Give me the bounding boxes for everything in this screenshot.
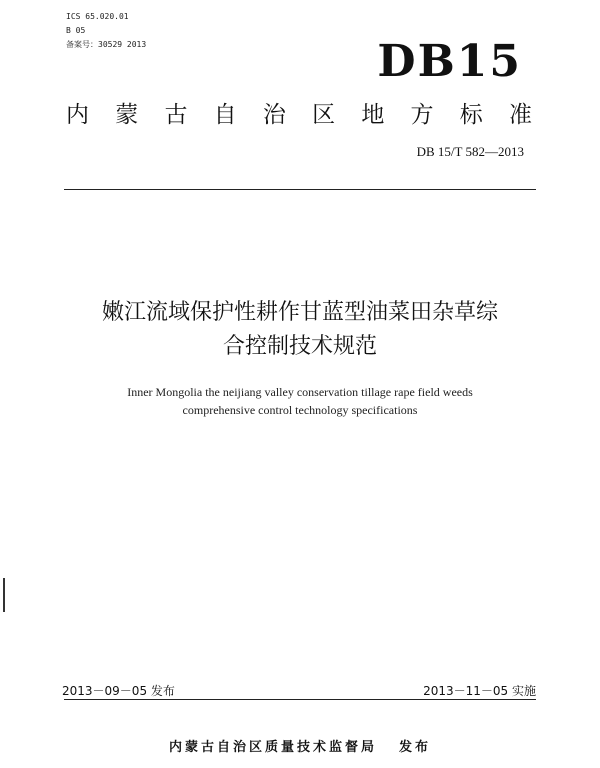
standard-type-char: 古 [164, 102, 188, 128]
standard-type-char: 内 [66, 102, 89, 128]
standard-type-char: 地 [361, 102, 385, 128]
issuer-name: 内蒙古自治区质量技术监督局 [168, 740, 377, 755]
standard-type-char: 区 [312, 102, 336, 128]
scan-edge-mark [3, 578, 5, 612]
ics-code: ICS 65.020.01 [66, 12, 129, 21]
standard-number: DB 15/T 582—2013 [416, 144, 524, 159]
issuer-line [100, 736, 500, 755]
standard-type-char: 标 [459, 102, 483, 128]
title-en-line-2: comprehensive control technology specifications [182, 403, 418, 417]
title-en-line-1: Inner Mongolia the neijiang valley conservation tillage rape field weeds [127, 385, 473, 399]
standard-type-title [66, 96, 532, 129]
issue-word: 发布 [399, 740, 432, 755]
standard-type-char: 方 [410, 102, 434, 128]
title-cn-line-1: 嫩江流域保护性耕作甘蓝型油菜田杂草综 [101, 300, 498, 325]
document-title-chinese [40, 296, 560, 364]
standard-type-char: 蒙 [115, 102, 139, 128]
implement-date: 2013－11－05 实施 [423, 684, 536, 698]
title-cn-line-2: 合控制技术规范 [222, 334, 377, 359]
classification-code: B 05 [66, 26, 86, 35]
publish-date: 2013－09－05 发布 [62, 684, 175, 698]
standard-type-char: 治 [262, 102, 286, 128]
standard-type-char: 自 [213, 102, 237, 128]
footer-divider [64, 699, 536, 700]
db-code-logo: DB15 [377, 36, 522, 87]
header-divider [64, 189, 536, 190]
header-meta [66, 10, 146, 52]
document-title-english [40, 383, 560, 419]
standard-type-char: 准 [508, 102, 532, 128]
record-number: 备案号：30529 2013 [66, 40, 147, 49]
